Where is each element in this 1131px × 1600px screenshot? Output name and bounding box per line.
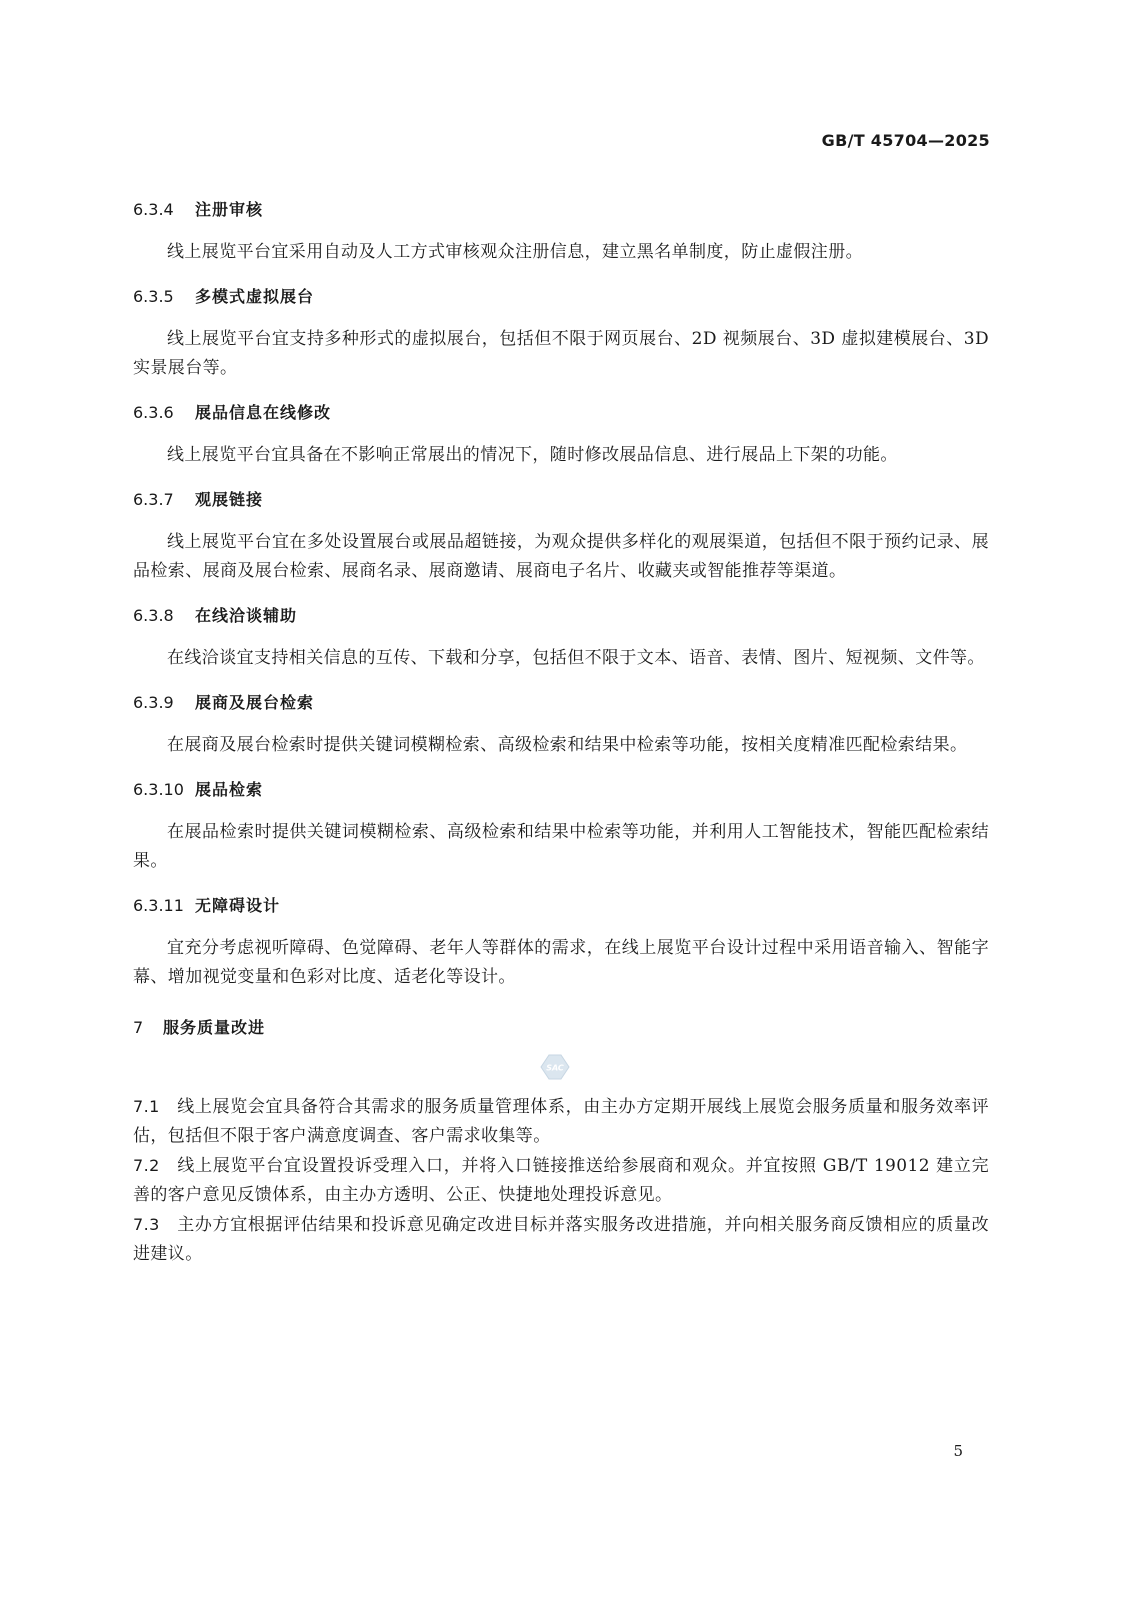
sac-watermark-logo [540,1054,570,1080]
clause-title: 在线洽谈辅助 [195,606,298,625]
numbered-paragraph [133,1092,989,1151]
paragraph-text: 线上展览会宜具备符合其需求的服务质量管理体系，由主办方定期开展线上展览会服务质量和服务效率评估，包括但不限于客户满意度调查、客户需求收集等。 [133,1097,989,1146]
watermark-text: SAC [546,1063,564,1073]
clause-heading [133,602,989,630]
clause-heading [133,486,989,514]
clause-paragraph: 线上展览平台宜采用自动及人工方式审核观众注册信息，建立黑名单制度，防止虚假注册。 [167,242,863,262]
numbered-paragraph [133,1210,989,1269]
chapter-number: 7 [133,1018,144,1037]
clause-number: 6.3.10 [133,780,184,799]
chapter-title: 服务质量改进 [163,1018,266,1037]
clause-paragraph: 线上展览平台宜支持多种形式的虚拟展台，包括但不限于网页展台、2D 视频展台、3D 虚拟建模展台、3D 实景展台等。 [133,329,989,378]
clause-title: 观展链接 [195,490,264,509]
clause-number: 6.3.5 [133,287,174,306]
clause-title: 展品检索 [195,780,264,799]
paragraph-text: 主办方宜根据评估结果和投诉意见确定改进目标并落实服务改进措施，并向相关服务商反馈相应的质量改进建议。 [133,1215,989,1264]
document-body [133,196,989,1269]
clause-title: 展品信息在线修改 [195,403,332,422]
chapter-heading [133,1014,989,1042]
clause-paragraph: 线上展览平台宜具备在不影响正常展出的情况下，随时修改展品信息、进行展品上下架的功能。 [167,445,898,465]
clause-title: 展商及展台检索 [195,693,315,712]
clause-title: 注册审核 [195,200,264,219]
paragraph-number: 7.2 [133,1156,160,1175]
clause-number: 6.3.8 [133,606,174,625]
clause-heading [133,283,989,311]
clause-title: 多模式虚拟展台 [195,287,315,306]
clause-paragraph: 在线洽谈宜支持相关信息的互传、下载和分享，包括但不限于文本、语音、表情、图片、短视频、文件等。 [167,648,985,668]
paragraph-number: 7.3 [133,1215,160,1234]
clause-heading [133,196,989,224]
paragraph-number: 7.1 [133,1097,160,1116]
clause-number: 6.3.6 [133,403,174,422]
numbered-paragraph [133,1151,989,1210]
paragraph-text: 线上展览平台宜设置投诉受理入口，并将入口链接推送给参展商和观众。并宜按照 GB/T 19012 建立完善的客户意见反馈体系，由主办方透明、公正、快捷地处理投诉意见。 [133,1156,989,1205]
clause-heading [133,399,989,427]
clause-title: 无障碍设计 [195,896,281,915]
clause-heading [133,689,989,717]
clause-heading [133,776,989,804]
clause-paragraph: 在展商及展台检索时提供关键词模糊检索、高级检索和结果中检索等功能，按相关度精准匹配检索结果。 [167,735,968,755]
page-number: 5 [953,1442,963,1460]
clause-number: 6.3.4 [133,200,174,219]
clause-heading [133,892,989,920]
document-code: GB/T 45704—2025 [821,131,990,150]
clause-number: 6.3.9 [133,693,174,712]
clause-paragraph: 在展品检索时提供关键词模糊检索、高级检索和结果中检索等功能，并利用人工智能技术，智能匹配检索结果。 [133,822,989,871]
clause-paragraph: 宜充分考虑视听障碍、色觉障碍、老年人等群体的需求，在线上展览平台设计过程中采用语音输入、智能字幕、增加视觉变量和色彩对比度、适老化等设计。 [133,938,989,987]
clause-number: 6.3.11 [133,896,184,915]
clause-number: 6.3.7 [133,490,174,509]
clause-paragraph: 线上展览平台宜在多处设置展台或展品超链接，为观众提供多样化的观展渠道，包括但不限于预约记录、展品检索、展商及展台检索、展商名录、展商邀请、展商电子名片、收藏夹或智能推荐等渠道。 [133,532,989,581]
